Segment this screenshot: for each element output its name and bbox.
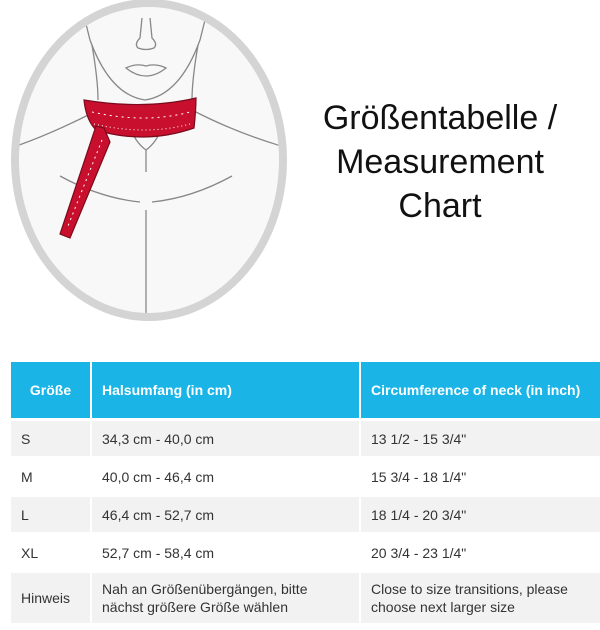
header-size: Größe [11,362,90,418]
cm-cell: 46,4 cm - 52,7 cm [90,494,359,532]
note-en-cell: Close to size transitions, please choose next larger size [359,570,600,623]
table-row [11,494,600,532]
note-label-cell: Hinweis [11,570,90,623]
size-cell: XL [11,532,90,570]
title-line-3: Chart [398,187,482,225]
inch-cell: 20 3/4 - 23 1/4" [359,532,600,570]
inch-cell: 13 1/2 - 15 3/4" [359,418,600,456]
header-neck-inch: Circumference of neck (in inch) [359,362,600,418]
title-line-2: Measurement [336,143,544,181]
title-line-1: Größentabelle / [322,99,558,137]
cm-cell: 52,7 cm - 58,4 cm [90,532,359,570]
size-cell: M [11,456,90,494]
size-cell: L [11,494,90,532]
table-row-note [11,570,600,623]
cm-cell: 34,3 cm - 40,0 cm [90,418,359,456]
note-de-cell: Nah an Größenübergängen, bitte nächst größere Größe wählen [90,570,359,623]
chart-title [300,96,580,228]
inch-cell: 15 3/4 - 18 1/4" [359,456,600,494]
table-row [11,456,600,494]
neck-measurement-illustration [0,0,300,330]
table-row [11,532,600,570]
inch-cell: 18 1/4 - 20 3/4" [359,494,600,532]
cm-cell: 40,0 cm - 46,4 cm [90,456,359,494]
table-row [11,418,600,456]
size-cell: S [11,418,90,456]
header-neck-cm: Halsumfang (in cm) [90,362,359,418]
table-header-row [11,362,600,418]
size-table [11,362,600,623]
